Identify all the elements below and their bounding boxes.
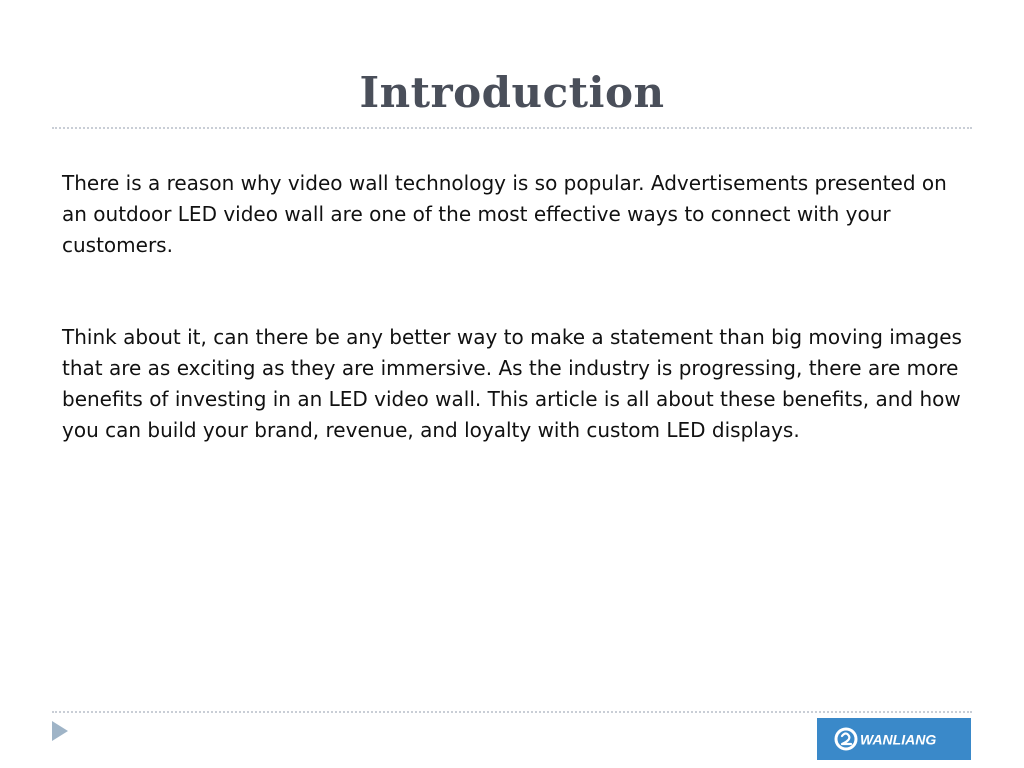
paragraph-1: There is a reason why video wall technology is so popular. Advertisements presented on an outdoor LED video wall are one of the most effective ways to connect with your customers. [62,171,947,257]
wanliang-logo [817,718,971,760]
paragraph-2: Think about it, can there be any better way to make a statement than big moving images that are as exciting as they are immersive. As the industry is progressing, there are more benefits of investing in an LED video wall. This article is all about these benefits, and how you can build your brand, revenue, and loyalty with custom LED displays. [62,325,962,442]
slide-body [62,168,974,446]
footer-divider [52,711,972,713]
wanliang-logo-icon [834,725,954,753]
title-divider [52,127,972,129]
logo-text: WANLIANG [860,731,937,748]
triangle-right-icon-graphic [52,721,68,741]
slide-title: Introduction [359,68,665,117]
triangle-right-icon[interactable] [52,721,68,741]
